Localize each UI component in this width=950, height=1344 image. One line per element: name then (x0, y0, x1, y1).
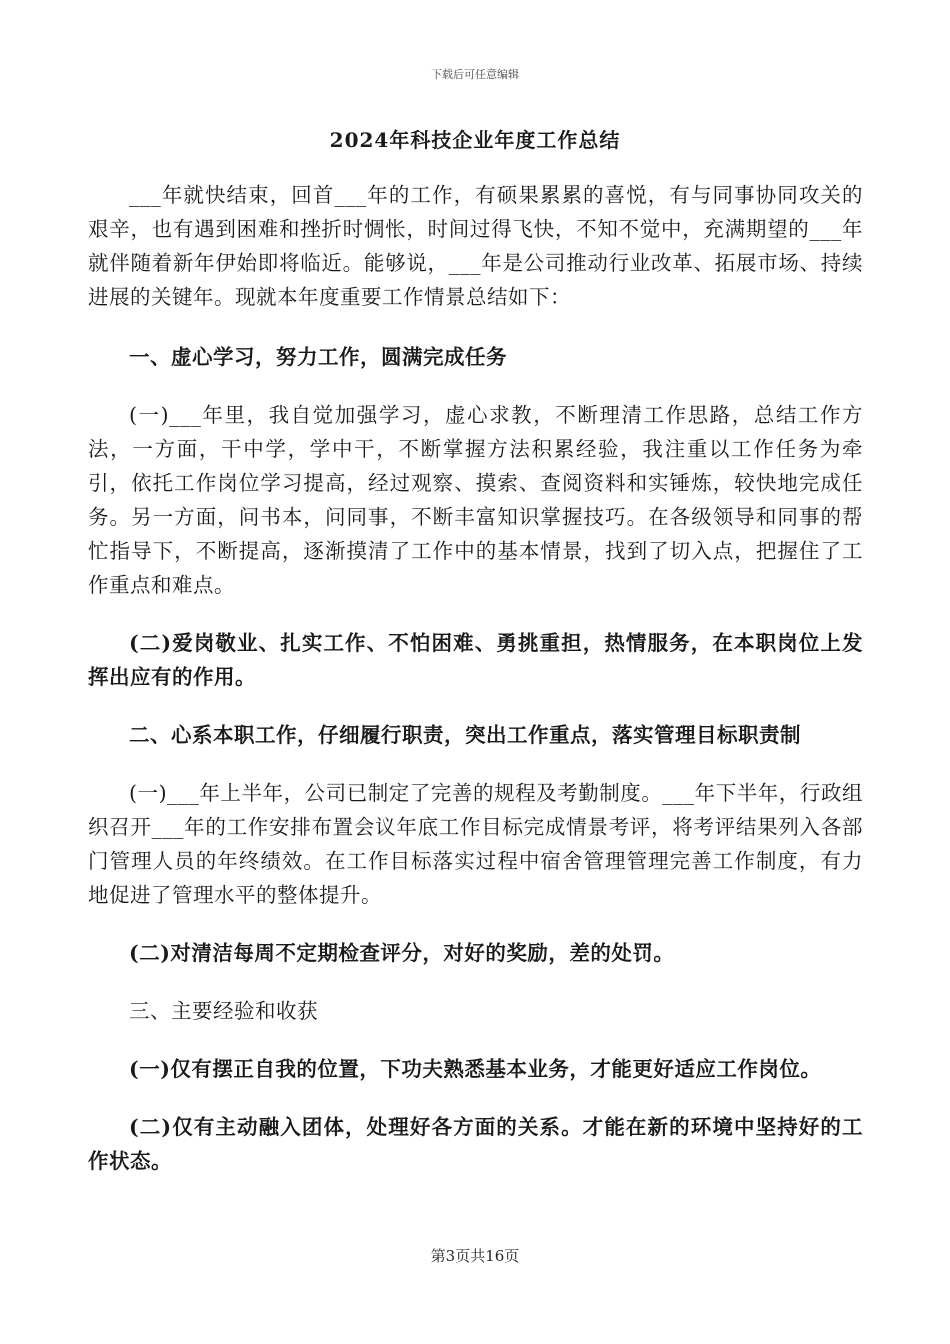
document-title: 2024年科技企业年度工作总结 (329, 128, 621, 152)
section-heading-2: 二、心系本职工作，仔细履行职责，突出工作重点，落实管理目标职责制 (129, 723, 801, 747)
header-note: 下载后可任意编辑 (431, 68, 519, 81)
section-1-item-2: (二)爱岗敬业、扎实工作、不怕困难、勇挑重担，热情服务，在本职岗位上发挥出应有的作用。 (88, 631, 863, 689)
section-3-item-1: (一)仅有摆正自我的位置，下功夫熟悉基本业务，才能更好适应工作岗位。 (129, 1057, 822, 1081)
section-1-item-1: (一)___年里，我自觉加强学习，虚心求教，不断理清工作思路，总结工作方法，一方面，干中学，学中干，不断掌握方法积累经验，我注重以工作任务为牵引，依托工作岗位学习提高，经过观察、摸索、查阅资料和实锤炼，较快地完成任务。另一方面，问书本，问同事，不断丰富知识掌握技巧。在各级领导和同事的帮忙指导下，不断提高，逐渐摸清了工作中的基本情景，找到了切入点，把握住了工作重点和难点。 (88, 403, 863, 597)
document-body (88, 178, 863, 1178)
section-heading-1: 一、虚心学习，努力工作，圆满完成任务 (129, 345, 507, 369)
section-heading-3: 三、主要经验和收获 (129, 999, 318, 1023)
intro-paragraph: ___年就快结束，回首___年的工作，有硕果累累的喜悦，有与同事协同攻关的艰辛，也有遇到困难和挫折时惆怅，时间过得飞快，不知不觉中，充满期望的___年就伴随着新年伊始即将临近。能够说，___年是公司推动行业改革、拓展市场、持续进展的关键年。现就本年度重要工作情景总结如下： (88, 183, 863, 309)
section-2-item-1: (一)___年上半年，公司已制定了完善的规程及考勤制度。___年下半年，行政组织召开___年的工作安排布置会议年底工作目标完成情景考评，将考评结果列入各部门管理人员的年终绩效。在工作目标落实过程中宿舍管理管理完善工作制度，有力地促进了管理水平的整体提升。 (88, 781, 863, 907)
page-number-footer: 第3页共16页 (430, 1247, 520, 1265)
section-2-item-2: (二)对清洁每周不定期检查评分，对好的奖励，差的处罚。 (129, 941, 675, 965)
section-3-item-2: (二)仅有主动融入团体，处理好各方面的关系。才能在新的环境中坚持好的工作状态。 (88, 1115, 863, 1173)
